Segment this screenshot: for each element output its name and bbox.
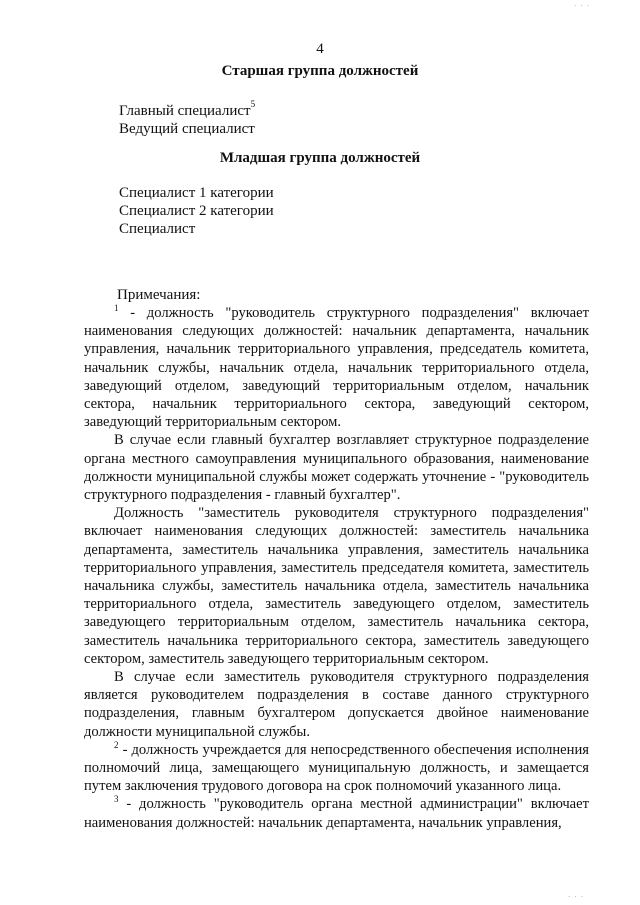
position-item bbox=[119, 120, 255, 138]
senior-positions-list bbox=[119, 97, 255, 138]
footnote-mark: 2 bbox=[114, 740, 119, 751]
note-text: Должность "заместитель руководителя структурного подразделения" включает наименования следующих должностей: заместитель начальника департамента, заместитель начальника управления, заместитель начальника территориального управления, заместитель председателя комитета, заместитель начальника службы, заместитель начальника отдела, заместитель начальника территориального отдела, заместитель заведующего отделом, заместитель заведующего территориальным отделом, заместитель начальника сектора, заместитель начальника территориального сектора, заместитель заведующего сектором, заместитель заведующего территориальным сектором. bbox=[84, 505, 589, 667]
footnote-mark: 3 bbox=[114, 794, 119, 805]
footnote-mark: 1 bbox=[114, 303, 119, 314]
scan-artifact: · · · bbox=[574, 2, 591, 10]
junior-positions-list bbox=[119, 184, 274, 238]
note-paragraph bbox=[84, 668, 589, 741]
scan-artifact: · · · bbox=[568, 893, 585, 901]
note-text: - должность "руководитель структурного подразделения" включает наименования следующих должностей: начальник департамента, начальник управления, начальник территориального управления, председатель комитета, начальник службы, начальник отдела, начальник территориального отдела, заведующий отделом, заведующий территориальным отделом, начальник сектора, начальник территориального сектора, заведующий сектором, заведующий территориальным сектором. bbox=[84, 305, 589, 431]
notes-title: Примечания: bbox=[117, 287, 201, 303]
position-item: Специалист 1 категории bbox=[119, 185, 274, 201]
notes-body bbox=[84, 304, 589, 832]
note-text: - должность учреждается для непосредственного обеспечения исполнения полномочий лица, замещающего муниципальную должность, и замещается путем заключения трудового договора на срок полномочий указанного лица. bbox=[84, 741, 589, 795]
page-number: 4 bbox=[316, 41, 324, 57]
note-paragraph bbox=[84, 304, 589, 431]
position-item bbox=[119, 97, 255, 120]
junior-group-heading: Младшая группа должностей bbox=[219, 150, 421, 166]
senior-group-heading: Старшая группа должностей bbox=[221, 63, 419, 79]
position-label: Главный специалист bbox=[119, 103, 251, 119]
note-text: - должность "руководитель органа местной администрации" включает наименования должностей: начальник департамента, начальник управления, bbox=[84, 796, 589, 831]
note-text: В случае если заместитель руководителя структурного подразделения является руководителем подразделения в составе данного структурного подразделения, главным бухгалтером допускается двойное наименование должности муниципальной службы. bbox=[84, 669, 589, 740]
note-paragraph bbox=[84, 741, 589, 796]
position-label: Ведущий специалист bbox=[119, 121, 255, 137]
position-item: Специалист bbox=[119, 221, 196, 237]
position-item: Специалист 2 категории bbox=[119, 203, 274, 219]
note-paragraph bbox=[84, 504, 589, 668]
note-text: В случае если главный бухгалтер возглавляет структурное подразделение органа местного самоуправления муниципального образования, наименование должности муниципальной службы может содержать уточнение - "руководитель структурного подразделения - главный бухгалтер". bbox=[84, 432, 589, 504]
note-paragraph bbox=[84, 795, 589, 831]
note-paragraph bbox=[84, 431, 589, 504]
footnote-ref: 5 bbox=[250, 99, 256, 109]
